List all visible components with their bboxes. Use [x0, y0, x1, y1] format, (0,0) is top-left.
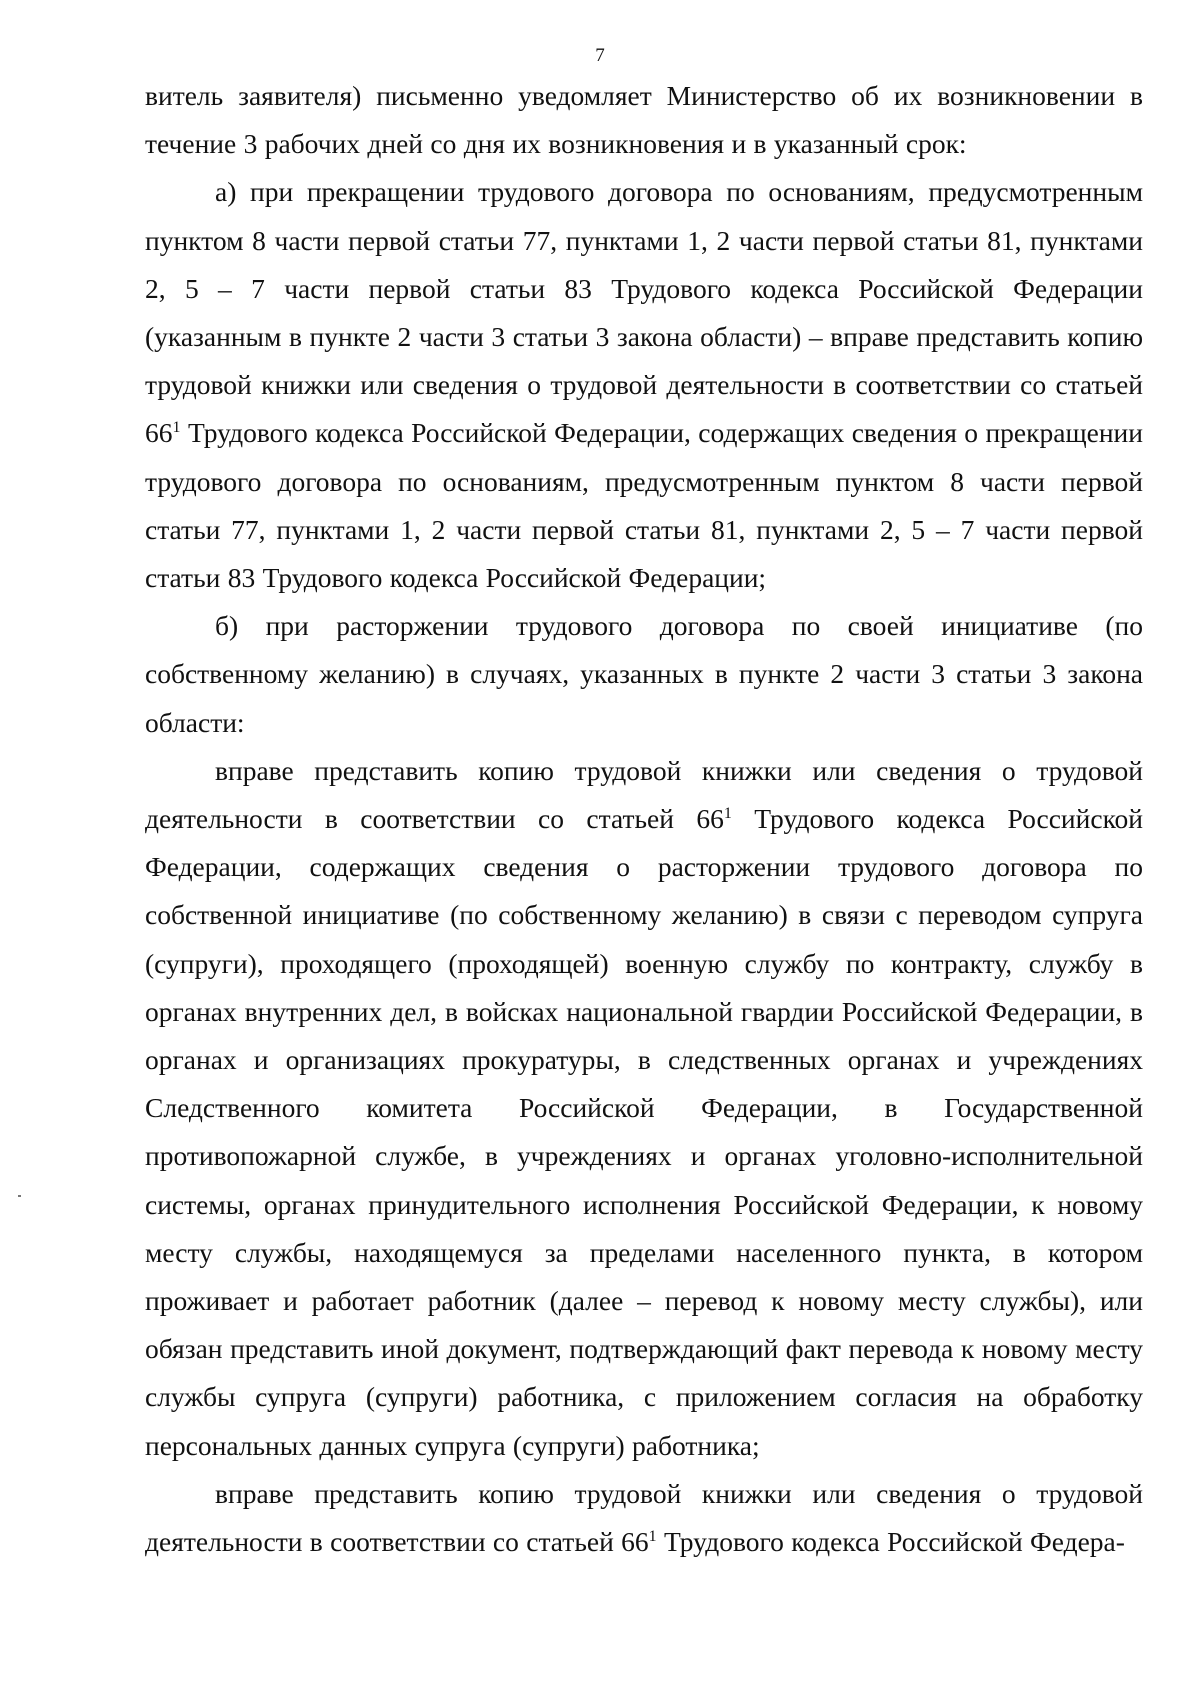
superscript: 1 — [172, 419, 181, 437]
paragraph-text: Трудового кодекса Российской Федерации, содержащих сведения о расторжении трудового договора по собственной инициативе (по собственному желанию) в связи с переводом супруга (супруги), проходящего (проходящей) военную службу по контракту, службу в органах внутренних дел, в войсках национальной гвардии Российской Федерации, в органах и организациях прокуратуры, в следственных органах и учреждениях Следственного комитета Российской Федерации, в Государственной противопожарной службе, в учреждениях и органах уголовно-исполнительной системы, органах принудительного исполнения Российской Федерации, к новому месту службы, находящемуся за пределами населенного пункта, в котором проживает и работает работник (далее – перевод к новому месту службы), или обязан представить иной документ, подтверждающий факт перевода к новому месту службы супруга (супруги) работника, с приложением согласия на обработку персональных данных супруга (супруги) работника; — [145, 803, 1144, 1461]
paragraph-p4 — [145, 1470, 1143, 1566]
superscript: 1 — [648, 1528, 657, 1546]
paragraph-p1 — [145, 168, 1143, 602]
paragraph-p2 — [145, 602, 1143, 747]
scan-artifact — [18, 1195, 21, 1197]
paragraph-text: Трудового кодекса Российской Федера- — [656, 1526, 1125, 1558]
document-body — [145, 72, 1143, 1566]
superscript: 1 — [723, 805, 732, 823]
paragraph-text: Трудового кодекса Российской Федерации, содержащих сведения о прекращении трудового договора по основаниям, предусмотренным пунктом 8 части первой статьи 77, пунктами 1, 2 части первой статьи 81, пунктами 2, 5 – 7 части первой статьи 83 Трудового кодекса Российской Федерации; — [145, 417, 1143, 594]
paragraph-text: б) при расторжении трудового договора по своей инициативе (по собственному желанию) в случаях, указанных в пункте 2 части 3 статьи 3 закона области: — [145, 610, 1143, 738]
paragraph-text: витель заявителя) письменно уведомляет Министерство об их возникновении в течение 3 рабочих дней со дня их возникновения и в указанный срок: — [145, 80, 1143, 160]
paragraph-p3 — [145, 747, 1143, 1470]
page-number: 7 — [595, 45, 605, 66]
paragraph-text: а) при прекращении трудового договора по основаниям, предусмотренным пунктом 8 части первой статьи 77, пунктами 1, 2 части первой статьи 81, пунктами 2, 5 – 7 части первой статьи 83 Трудового кодекса Российской Федерации (указанным в пункте 2 части 3 статьи 3 закона области) – вправе представить копию трудовой книжки или сведения о трудовой деятельности в соответствии со статьей 66 — [145, 176, 1143, 449]
paragraph-p0 — [145, 72, 1143, 168]
paragraph-text: вправе представить копию трудовой книжки или сведения о трудовой деятельности в соответствии со статьей 66 — [145, 754, 1143, 835]
paragraph-text: вправе представить копию трудовой книжки или сведения о трудовой деятельности в соответствии со статьей 66 — [145, 1477, 1143, 1558]
